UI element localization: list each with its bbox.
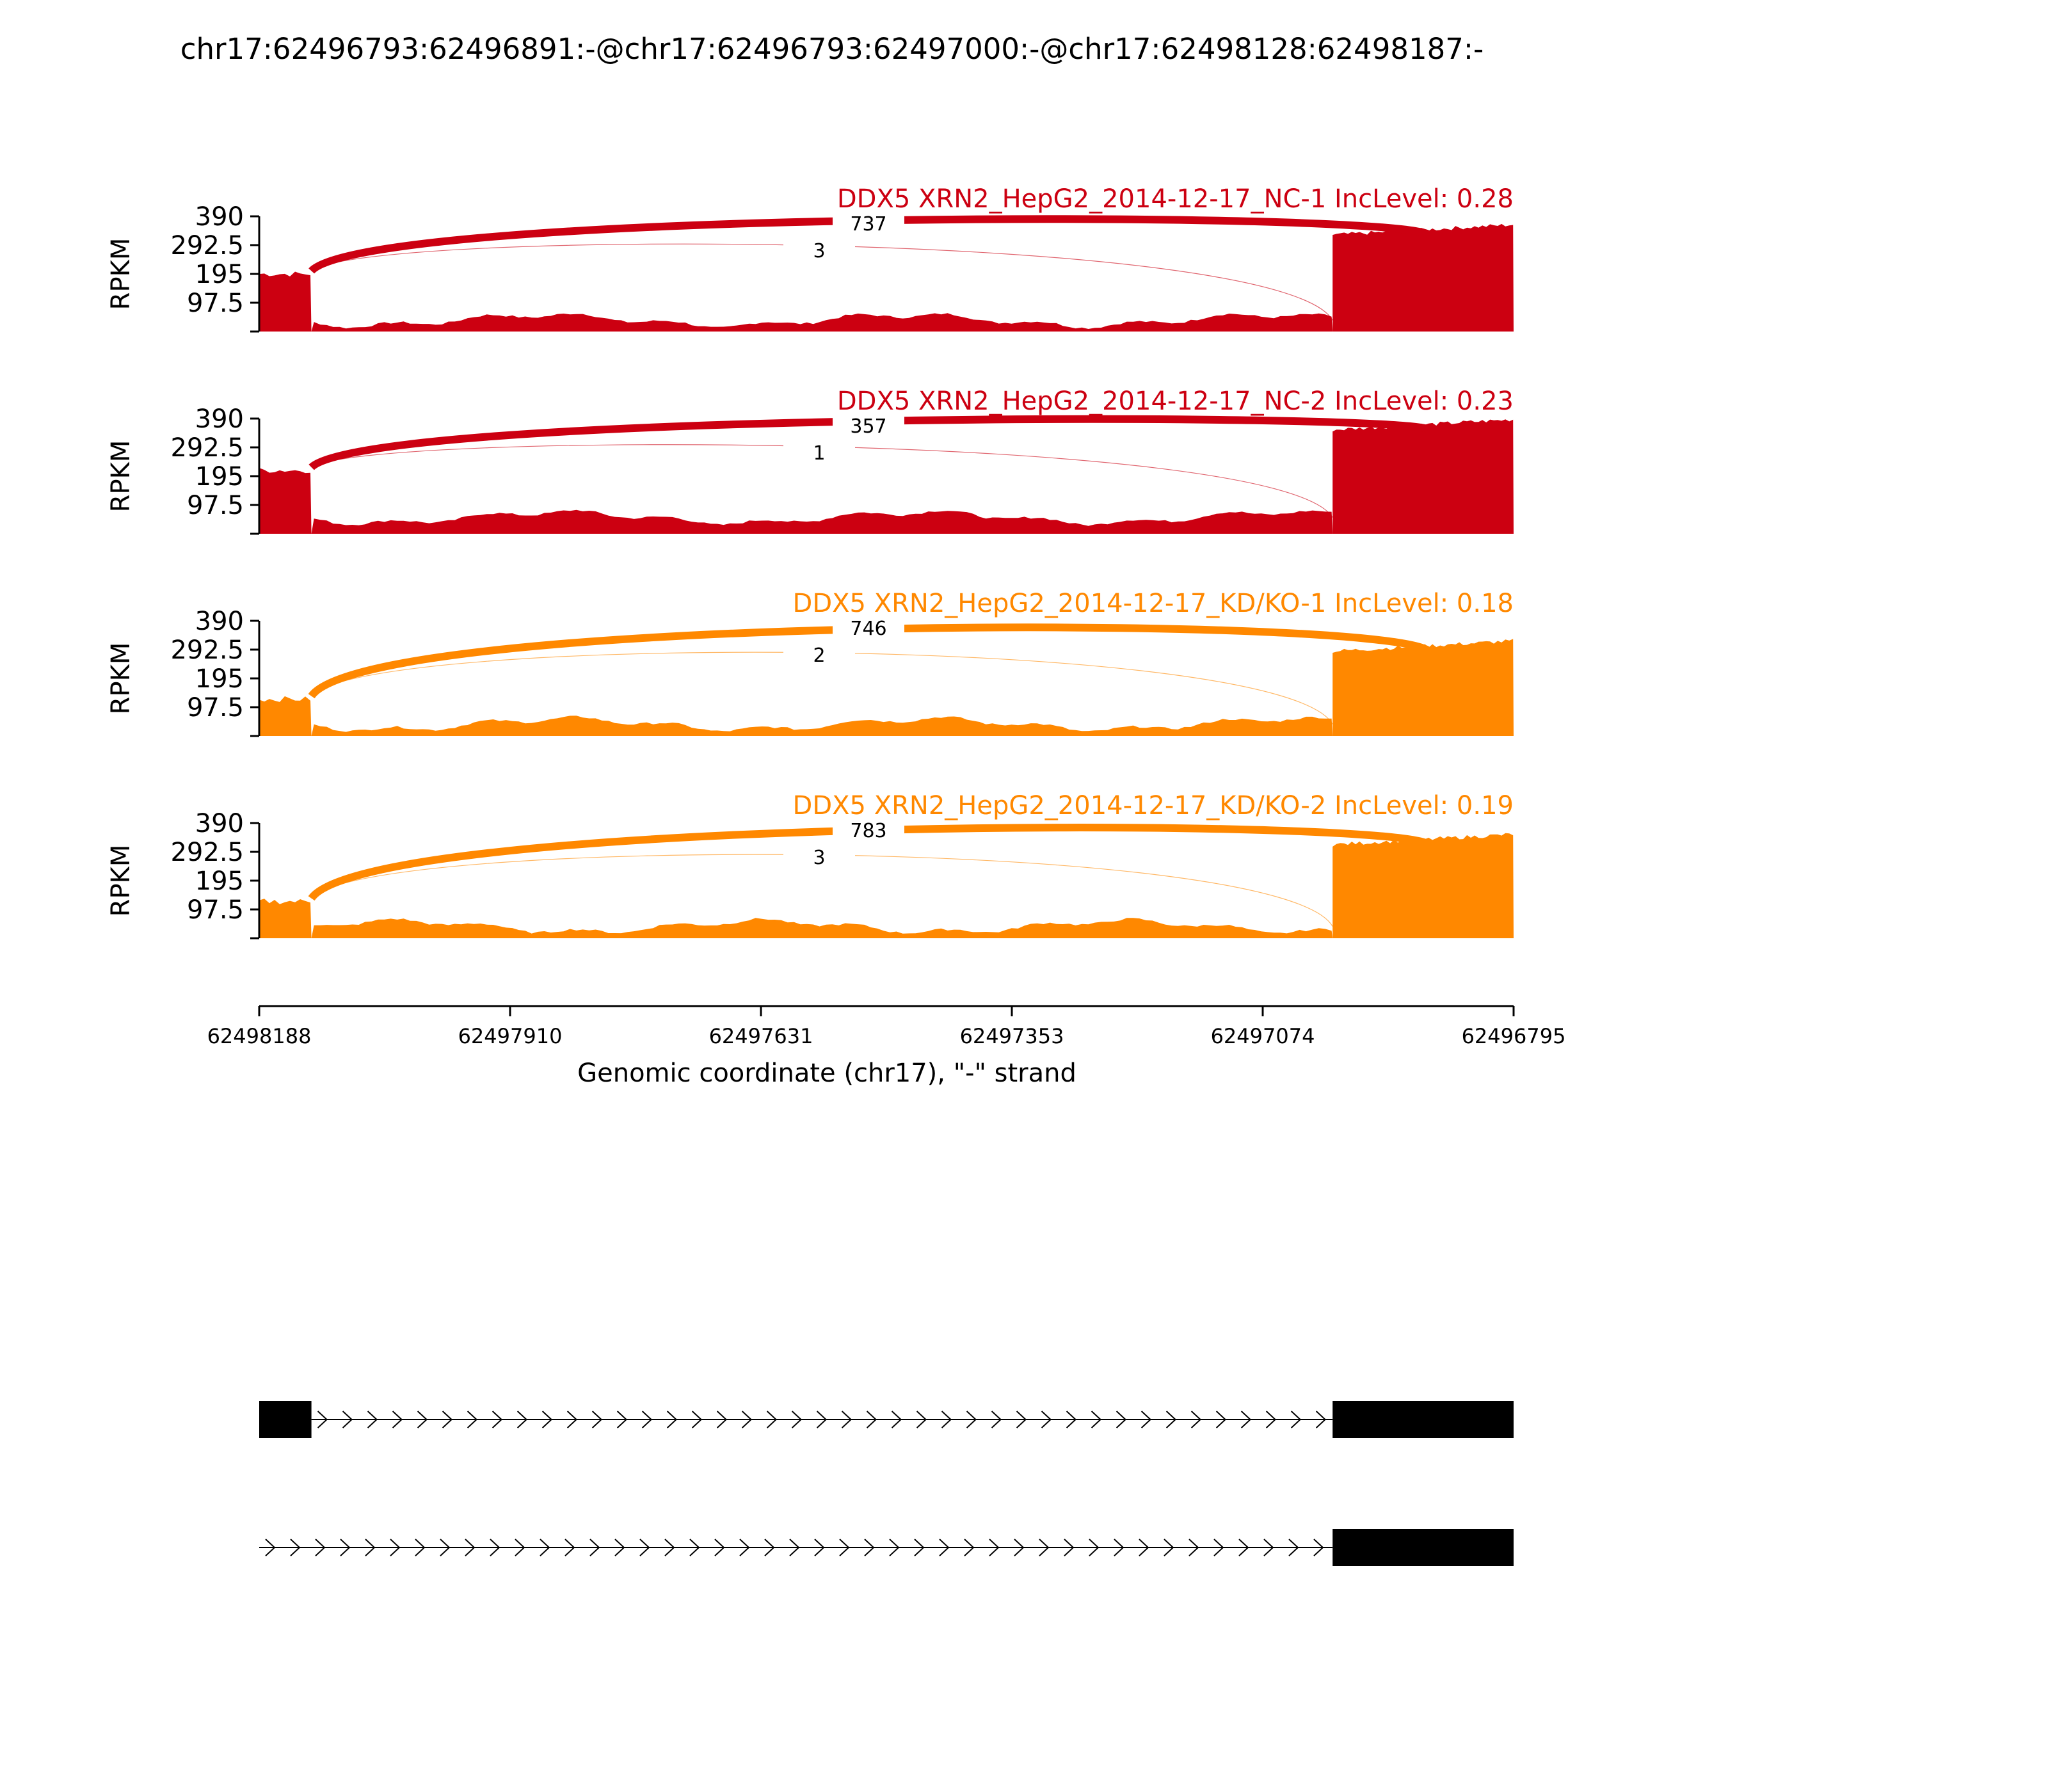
junction-label: 1 — [813, 442, 826, 465]
x-tick-label: 62496795 — [1461, 1024, 1566, 1048]
transcript-1 — [259, 1401, 1514, 1438]
y-tick-label: 390 — [195, 404, 244, 434]
exon-block — [1332, 1529, 1514, 1566]
x-axis — [207, 1006, 1566, 1048]
panel-title: DDX5 XRN2_HepG2_2014-12-17_KD/KO-2 IncLevel: 0.19 — [792, 791, 1514, 820]
y-tick-label: 97.5 — [186, 693, 244, 723]
y-axis-label: RPKM — [106, 237, 136, 310]
x-tick-label: 62497631 — [708, 1024, 813, 1048]
y-tick-label: 390 — [195, 202, 244, 232]
y-tick-label: 292.5 — [170, 433, 244, 463]
transcript-2 — [259, 1529, 1514, 1566]
y-axis-label: RPKM — [106, 642, 136, 715]
sashimi-panels — [106, 184, 1514, 938]
y-tick-label: 195 — [195, 664, 244, 694]
exon-block — [259, 1401, 312, 1438]
panel-title: DDX5 XRN2_HepG2_2014-12-17_NC-1 IncLevel: 0.28 — [836, 184, 1514, 214]
junction-label: 357 — [850, 415, 887, 438]
y-tick-label: 390 — [195, 607, 244, 636]
y-tick-label: 195 — [195, 867, 244, 896]
panel-3 — [106, 589, 1514, 736]
y-tick-label: 292.5 — [170, 838, 244, 867]
y-tick-label: 97.5 — [186, 491, 244, 520]
figure-title: chr17:62496793:62496891:-@chr17:62496793:62497000:-@chr17:62498128:62498187:- — [180, 32, 1484, 66]
y-tick-label: 292.5 — [170, 636, 244, 665]
panel-title: DDX5 XRN2_HepG2_2014-12-17_NC-2 IncLevel: 0.23 — [836, 387, 1514, 416]
x-tick-label: 62497353 — [959, 1024, 1064, 1048]
junction-label: 737 — [850, 213, 887, 236]
y-tick-label: 390 — [195, 809, 244, 838]
coverage-area — [259, 833, 1514, 938]
transcript-models — [259, 1401, 1514, 1566]
panel-2 — [106, 387, 1514, 534]
y-axis-label: RPKM — [106, 844, 136, 917]
panel-title: DDX5 XRN2_HepG2_2014-12-17_KD/KO-1 IncLevel: 0.18 — [792, 589, 1514, 618]
x-tick-label: 62497910 — [458, 1024, 563, 1048]
panel-1 — [106, 184, 1514, 332]
y-tick-label: 97.5 — [186, 895, 244, 925]
x-tick-label: 62497074 — [1210, 1024, 1315, 1048]
junction-label: 746 — [850, 618, 887, 640]
x-axis-label: Genomic coordinate (chr17), "-" strand — [577, 1059, 1076, 1088]
y-tick-label: 97.5 — [186, 289, 244, 318]
y-tick-label: 195 — [195, 260, 244, 289]
junction-label: 3 — [813, 847, 826, 869]
junction-label: 2 — [813, 644, 826, 667]
y-tick-label: 195 — [195, 462, 244, 492]
panel-4 — [106, 791, 1514, 938]
junction-label: 3 — [813, 240, 826, 262]
junction-label: 783 — [850, 820, 887, 842]
y-tick-label: 292.5 — [170, 231, 244, 260]
exon-block — [1332, 1401, 1514, 1438]
x-tick-label: 62498188 — [207, 1024, 312, 1048]
y-axis-label: RPKM — [106, 440, 136, 513]
